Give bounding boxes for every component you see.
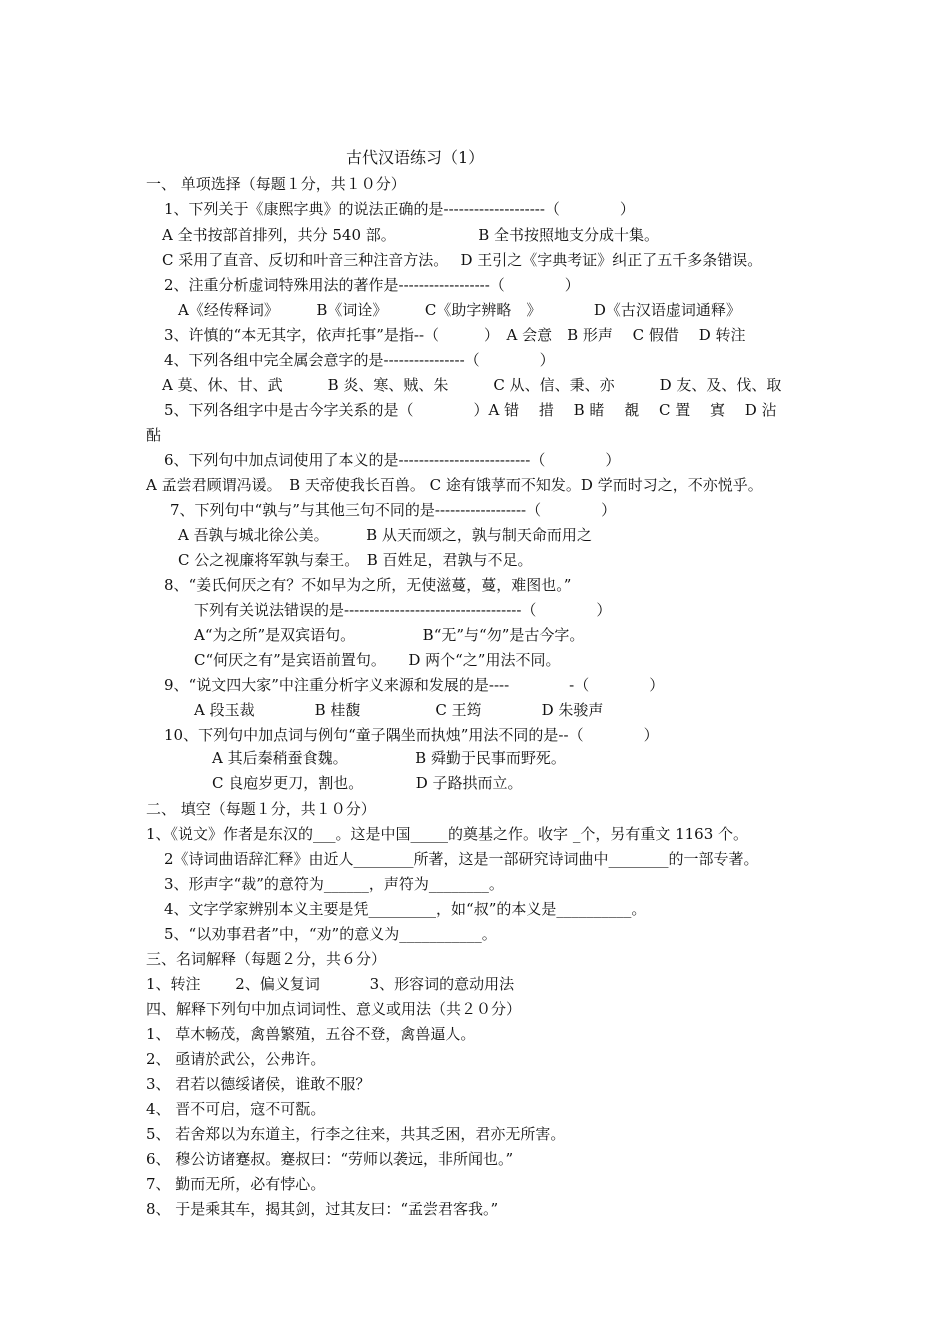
page-title: 古代汉语练习（1） (346, 148, 485, 167)
option-line: A 吾孰与城北徐公美。 B 从天而颂之，孰与制天命而用之 (178, 526, 592, 544)
question-line: 9、“说文四大家”中注重分析字义来源和发展的是---- -（ ） (164, 676, 665, 694)
question-line: 2、注重分析虚词特殊用法的著作是------------------（ ） (164, 276, 580, 294)
term-line: 1、转注 2、偏义复词 3、形容词的意动用法 (146, 975, 515, 993)
option-line: A 段玉裁 B 桂馥 C 王筠 D 朱骏声 (194, 701, 604, 719)
option-line: C 良庖岁更刀，割也。 D 子路拱而立。 (212, 774, 523, 792)
fill-blank-line: 4、文字学家辨别本义主要是凭_________，如“叔”的本义是__________。 (164, 900, 647, 918)
sentence-line: 4、 晋不可启，寇不可翫。 (146, 1100, 326, 1118)
fill-blank-line: 1、《说文》作者是东汉的___。这是中国_____的奠基之作。收字 _个，另有重文 1163 个。 (146, 825, 749, 843)
option-line: A“为之所”是双宾语句。 B“无”与“勿”是古今字。 (194, 626, 585, 644)
sentence-line: 8、 于是乘其车，揭其剑，过其友曰：“孟尝君客我。” (146, 1200, 499, 1218)
question-line: 7、下列句中“孰与”与其他三句不同的是------------------（ ） (170, 501, 617, 519)
question-line: 8、“姜氏何厌之有？不如早为之所，无使滋蔓，蔓，难图也。” (164, 576, 572, 594)
sentence-line: 7、 勤而无所，必有悖心。 (146, 1175, 326, 1193)
option-line: A 其后秦稍蚕食魏。 B 舜勤于民事而野死。 (212, 749, 566, 767)
question-line: 3、许慎的“本无其字，依声托事”是指--（ ） A 会意 B 形声 C 假借 D 转注 (164, 326, 746, 344)
section-heading-1: 一、 单项选择（每题１分，共１０分） (146, 175, 406, 193)
option-line: A 孟尝君顾谓冯谖。 B 天帝使我长百兽。 C 途有饿莩而不知发。D 学而时习之，不亦悦乎。 (146, 476, 763, 494)
option-line: A 全书按部首排列，共分 540 部。 B 全书按照地支分成十集。 (162, 226, 660, 244)
sentence-line: 5、 若舍郑以为东道主，行李之往来，共其乏困，君亦无所害。 (146, 1125, 566, 1143)
option-line: C 公之视廉将军孰与秦王。 B 百姓足，君孰与不足。 (178, 551, 533, 569)
section-heading-2: 二、 填空（每题１分，共１０分） (146, 800, 376, 818)
fill-blank-line: 3、形声字“裁”的意符为______，声符为________。 (164, 875, 504, 893)
option-line: 酟 (146, 426, 162, 444)
question-line: 6、下列句中加点词使用了本义的是--------------------------（ ） (164, 451, 621, 469)
option-line: C“何厌之有”是宾语前置句。 D 两个“之”用法不同。 (194, 651, 561, 669)
option-line: A 莫、休、甘、武 B 炎、寒、贼、朱 C 从、信、秉、亦 D 友、及、伐、取 (162, 376, 782, 394)
question-line: 5、下列各组字中是古今字关系的是（ ）A 错 措 B 睹 覩 C 置 寘 D 沾 (164, 401, 777, 419)
option-line: A《经传释词》 B《词诠》 C《助字辨略 》 D《古汉语虚词通释》 (178, 301, 741, 319)
sentence-line: 1、 草木畅茂，禽兽繁殖，五谷不登，禽兽逼人。 (146, 1025, 476, 1043)
question-line: 下列有关说法错误的是-----------------------------------（ ） (194, 601, 612, 619)
question-line: 4、下列各组中完全属会意字的是----------------（ ） (164, 351, 555, 369)
section-heading-3: 三、名词解释（每题２分，共６分） (146, 950, 387, 968)
option-line: C 采用了直音、反切和叶音三种注音方法。 D 王引之《字典考证》纠正了五千多条错误。 (162, 251, 763, 269)
fill-blank-line: 2《诗词曲语辞汇释》由近人________所著，这是一部研究诗词曲中________的一部专著。 (164, 850, 759, 868)
section-heading-4: 四、解释下列句中加点词词性、意义或用法（共２０分） (146, 1000, 522, 1018)
sentence-line: 6、 穆公访诸蹇叔。蹇叔曰：“劳师以袭远，非所闻也。” (146, 1150, 514, 1168)
sentence-line: 2、 亟请於武公，公弗许。 (146, 1050, 326, 1068)
sentence-line: 3、 君若以德绥诸侯，谁敢不服？ (146, 1075, 371, 1093)
fill-blank-line: 5、“以劝事君者”中，“劝”的意义为___________。 (164, 925, 497, 943)
question-line: 1、下列关于《康熙字典》的说法正确的是--------------------（ ） (164, 200, 635, 218)
question-line: 10、下列句中加点词与例句“童子隅坐而执烛”用法不同的是--（ ） (164, 726, 659, 744)
